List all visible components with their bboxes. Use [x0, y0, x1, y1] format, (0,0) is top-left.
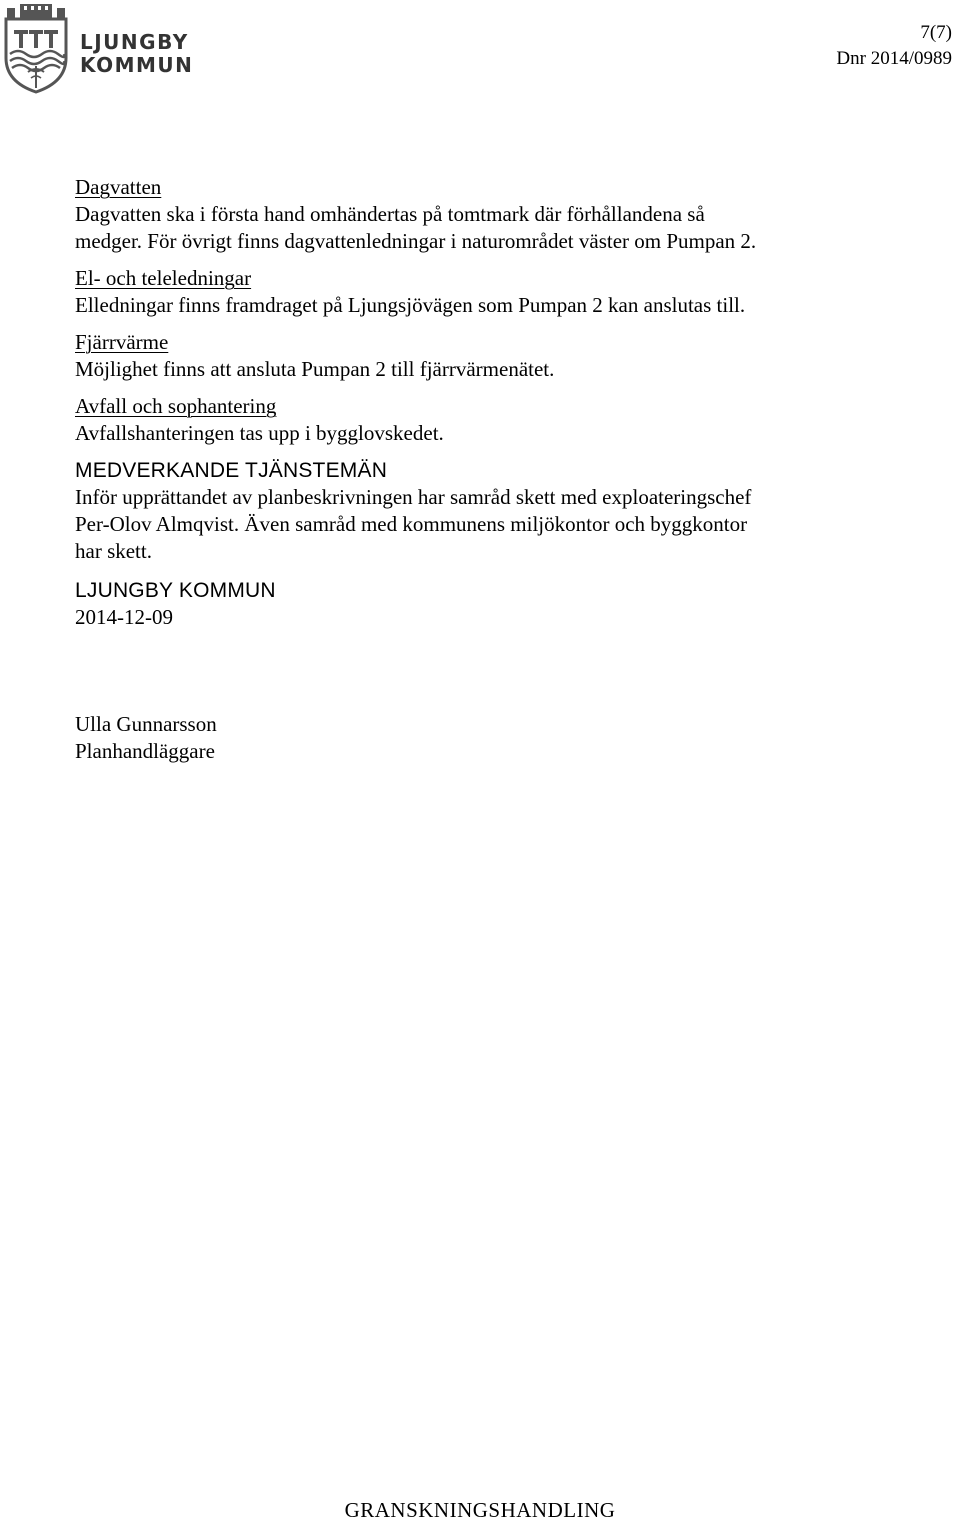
section-heading: Dagvatten: [75, 175, 162, 199]
municipality-logo: [4, 2, 196, 94]
crest-icon: [4, 2, 196, 94]
signoff-date: 2014-12-09: [75, 605, 173, 629]
body-line: har skett.: [75, 539, 152, 563]
body-line: Dagvatten ska i första hand omhändertas på tomtmark där förhållandena så: [75, 202, 705, 226]
body-line: Avfallshanteringen tas upp i bygglovskedet.: [75, 421, 444, 445]
logo-text-line2: KOMMUN: [80, 53, 194, 77]
document-number: Dnr 2014/0989: [836, 48, 952, 69]
document-body: [75, 174, 935, 765]
section-el-tele: [75, 265, 935, 319]
signatory-title: Planhandläggare: [75, 739, 215, 763]
page-number: 7(7): [920, 22, 952, 43]
signature-block: [75, 711, 935, 765]
signatory-name: Ulla Gunnarsson: [75, 712, 217, 736]
body-line: Inför upprättandet av planbeskrivningen har samråd skett med exploateringschef: [75, 485, 752, 509]
crest-tower-left: [7, 8, 15, 18]
section-heading: El- och teleledningar: [75, 266, 252, 290]
signoff-block: [75, 577, 935, 631]
section-avfall: [75, 393, 935, 447]
section-heading: Avfall och sophantering: [75, 394, 277, 418]
section-heading: Fjärrvärme: [75, 330, 169, 354]
signoff-organization: LJUNGBY KOMMUN: [75, 579, 276, 602]
body-line: Möjlighet finns att ansluta Pumpan 2 till fjärrvärmenätet.: [75, 357, 555, 381]
body-line: Elledningar finns framdraget på Ljungsjövägen som Pumpan 2 kan anslutas till.: [75, 293, 746, 317]
section-fjarrvarme: [75, 329, 935, 383]
body-line: Per-Olov Almqvist. Även samråd med kommunens miljökontor och byggkontor: [75, 512, 748, 536]
document-status-footer: GRANSKNINGSHANDLING: [344, 1498, 616, 1522]
section-dagvatten: [75, 174, 935, 255]
staff-heading: MEDVERKANDE TJÄNSTEMÄN: [75, 459, 388, 482]
document-meta: [836, 20, 952, 72]
section-staff: [75, 457, 935, 565]
crest-tower-right: [57, 8, 65, 18]
logo-text-line1: LJUNGBY: [80, 30, 189, 54]
body-line: medger. För övrigt finns dagvattenledningar i naturområdet väster om Pumpan 2.: [75, 229, 757, 253]
